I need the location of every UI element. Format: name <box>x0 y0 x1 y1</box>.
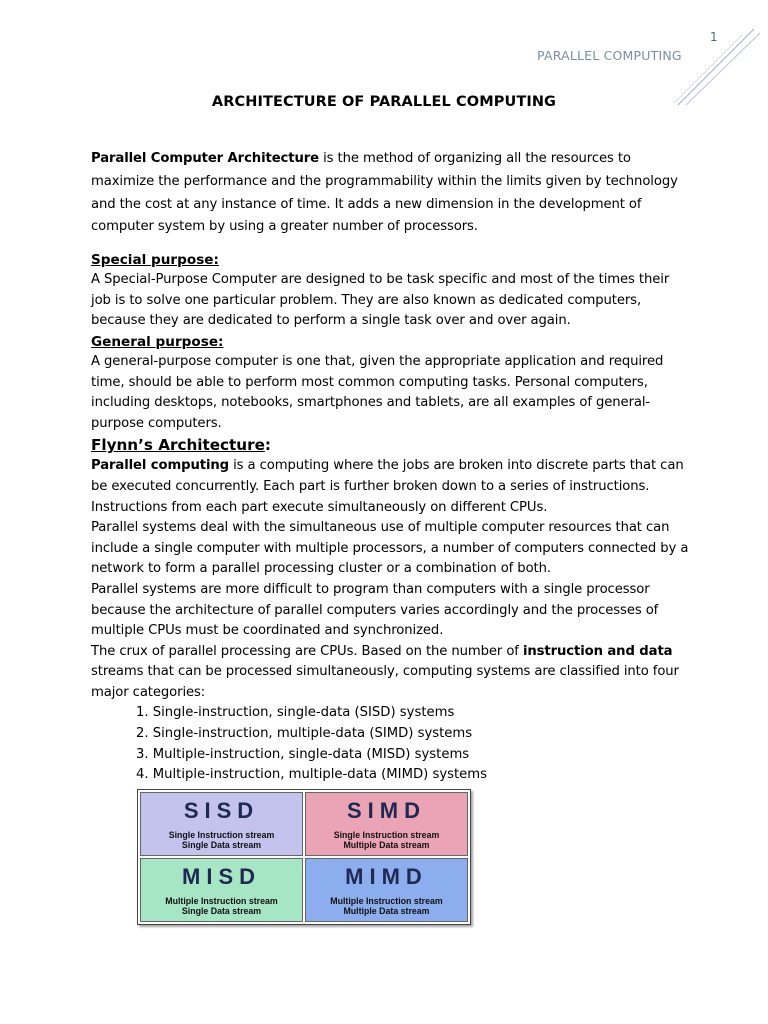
cell-line-2: Multiple Data stream <box>343 906 430 916</box>
flynn-p1-text: is a computing where the jobs are broken into discrete parts that can be executed concurrently. Each part is further broken down to a series of instructions. Instructions from each part execute simultaneously on different CPUs. <box>91 458 684 515</box>
cell-line-1: Multiple Instruction stream <box>165 896 278 906</box>
cell-sisd <box>140 792 303 856</box>
cell-acronym: SIMD <box>347 798 426 823</box>
flynn-p4-post: streams that can be processed simultaneously, computing systems are classified into four major categories: <box>91 664 679 700</box>
special-purpose-heading: Special purpose: <box>91 252 219 269</box>
cell-acronym: MIMD <box>345 864 428 889</box>
cell-acronym: SISD <box>183 798 260 823</box>
running-header: PARALLEL COMPUTING <box>537 48 682 63</box>
page-number: 1 <box>710 30 718 44</box>
flynn-heading-text: Flynn’s Architecture <box>91 436 265 455</box>
flynn-p4-bold: instruction and data <box>522 643 673 659</box>
flynn-taxonomy-diagram <box>137 789 471 925</box>
flynn-paragraph-2: Parallel systems deal with the simultaneous use of multiple computer resources that can include a single computer with multiple processors, a number of computers connected by a network to form a parallel processing cluster or a combination of both. <box>91 520 689 577</box>
category-item: 4. Multiple-instruction, multiple-data (MIMD) systems <box>136 767 487 783</box>
document-body <box>91 148 691 786</box>
category-list <box>91 703 691 785</box>
special-purpose-text: A Special-Purpose Computer are designed to be task specific and most of the times their job is to solve one particular problem. They are also known as dedicated computers, because they are dedicated to perform a single task over and over again. <box>91 272 670 329</box>
cell-line-2: Single Data stream <box>181 906 262 916</box>
intro-bold-lead: Parallel Computer Architecture <box>91 151 320 166</box>
flynn-paragraph-4 <box>91 642 691 704</box>
cell-mimd <box>305 858 468 922</box>
cell-line-1: Multiple Instruction stream <box>330 896 443 906</box>
cell-acronym: MISD <box>182 864 261 889</box>
document-title: ARCHITECTURE OF PARALLEL COMPUTING <box>211 94 557 110</box>
cell-line-2: Single Data stream <box>181 840 262 850</box>
cell-description <box>165 896 277 916</box>
cell-line-1: Single Instruction stream <box>168 830 275 840</box>
intro-text: is the method of organizing all the resources to maximize the performance and the programmability within the limits given by technology and the cost at any instance of time. It adds a new dimension in the development of computer system by using a greater number of processors. <box>91 151 678 235</box>
flynn-paragraph-1 <box>91 456 691 518</box>
category-item: 2. Single-instruction, multiple-data (SIMD) systems <box>136 726 473 742</box>
intro-section <box>91 148 691 239</box>
cell-description <box>334 830 440 850</box>
flynn-heading <box>91 434 691 456</box>
flynn-p4-pre: The crux of parallel processing are CPUs. Based on the number of <box>91 643 523 659</box>
intro-paragraph <box>91 148 691 239</box>
cell-line-1: Single Instruction stream <box>333 830 440 840</box>
flynn-heading-colon: : <box>264 436 271 455</box>
cell-line-2: Multiple Data stream <box>343 840 430 850</box>
general-purpose-text: A general-purpose computer is one that, given the appropriate application and required time, should be able to perform most common computing tasks. Personal computers, including desktops, notebooks, smartphones and tablets, are all examples of general-purpose computers. <box>91 353 664 431</box>
flynn-p1-bold: Parallel computing <box>91 458 230 474</box>
category-item: 3. Multiple-instruction, single-data (MISD) systems <box>136 746 470 762</box>
general-purpose-heading: General purpose: <box>91 333 224 350</box>
cell-misd <box>140 858 303 922</box>
cell-simd <box>305 792 468 856</box>
cell-description <box>330 896 442 916</box>
cell-description <box>169 830 275 850</box>
flynn-paragraph-3: Parallel systems are more difficult to program than computers with a single processor because the architecture of parallel computers varies accordingly and the processes of multiple CPUs must be coordinated and synchronized. <box>91 581 659 639</box>
category-item: 1. Single-instruction, single-data (SISD) systems <box>136 705 455 721</box>
